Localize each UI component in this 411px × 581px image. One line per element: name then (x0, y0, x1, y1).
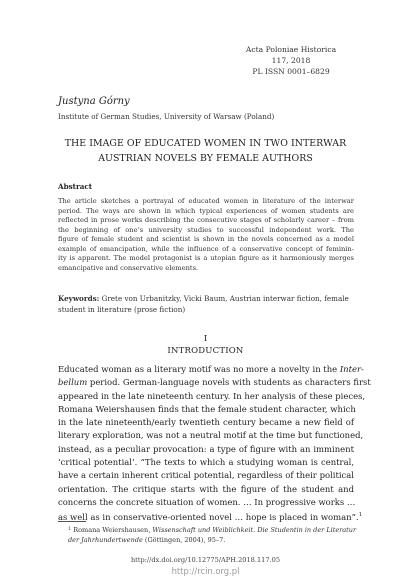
keywords (58, 293, 358, 315)
title-line: AUSTRIAN NOVELS BY FEMALE AUTHORS (98, 153, 313, 164)
body-text-span: as well as in conservative-oriented novel … hope is placed in woman”. (58, 512, 359, 523)
body-italic-span: Inter- (339, 364, 364, 374)
footnote-number: 1 (68, 526, 72, 532)
abstract-line: reflected in prose works describing the consecutive stages of scholarly career – from (58, 216, 354, 225)
article-title (40, 136, 371, 166)
footnote-marker[interactable]: 1 (358, 512, 363, 519)
watermark: http://rcin.org.pl (171, 566, 240, 576)
footnote-author: Romana Weiershausen, (71, 526, 153, 534)
abstract-line: ity is apparent. The model protagonist is a utopian figure as it harmoniously merges (58, 254, 354, 263)
keywords-label: Keywords: (58, 294, 100, 303)
footnote-rule (58, 521, 86, 522)
footnote (68, 525, 358, 545)
footnote-line (68, 536, 358, 546)
journal-name: Acta Poloniae Historica (245, 45, 337, 54)
keywords-line (58, 293, 358, 304)
footnote-line (68, 525, 358, 536)
body-text-span: Educated woman as a literary motif was no more a novelty in the (58, 364, 340, 374)
body-line (58, 509, 363, 524)
abstract-text (58, 197, 354, 273)
section-number: I (203, 334, 208, 344)
body-line: ‘critical potential’. “The texts to which a studying woman is central, (58, 457, 354, 468)
abstract-line: emancipative and conservative elements. (58, 263, 199, 272)
title-line: THE IMAGE OF EDUCATED WOMEN IN TWO INTERWAR (64, 138, 347, 149)
author-affiliation: Institute of German Studies, University of Warsaw (Poland) (58, 112, 275, 121)
body-line: instead, as a peculiar provocation: a type of figure with an imminent (58, 443, 354, 454)
abstract-line: figure of female student and scientist is shown in the novels concerned as a model (58, 235, 354, 244)
body-line: in the late nineteenth/early twentieth century became a new field of (58, 417, 354, 428)
footnote-rest: (Göttingen, 2004), 95–7. (142, 535, 226, 544)
abstract-line: example of emancipation, while the influence of a conservative concept of feminin- (58, 244, 354, 253)
body-line: orientation. The critique starts with the figure of the student and (58, 483, 354, 494)
journal-info (221, 44, 361, 78)
body-line (58, 363, 364, 376)
journal-issue: 117, 2018 (271, 56, 311, 66)
body-line: appeared in the late nineteenth century. In her analysis of these pieces, (58, 390, 366, 401)
section-title: INTRODUCTION (167, 346, 244, 356)
body-italic-span: bellum (58, 377, 88, 388)
body-line: Romana Weiershausen finds that the female student character, which (58, 403, 356, 414)
body-text-span: period. German-language novels with students as characters first (87, 377, 371, 388)
abstract-line: the beginning of one’s university studies to successful independent work. The (58, 225, 354, 234)
doi-link[interactable]: http://dx.doi.org/10.12775/APH.2018.117.05 (130, 556, 281, 564)
footnote-title: Wissenschaft und Weiblichkeit. Die Studentin in der Literatur (152, 526, 357, 534)
footnote-title: der Jahrhundertwende (68, 535, 143, 544)
journal-issn: PL ISSN 0001–6829 (252, 67, 330, 77)
keywords-text: Grete von Urbanitzky, Vicki Baum, Austrian interwar fiction, female (99, 294, 349, 303)
body-line (58, 376, 371, 389)
abstract-heading: Abstract (58, 182, 93, 191)
abstract-line: period. The ways are shown in which typical experiences of women students are (58, 206, 354, 215)
body-line: concerns the concrete situation of women. … In progressive works … (58, 496, 356, 507)
body-text (58, 363, 371, 525)
body-line: literary exploration, was not a neutral motif at the time but functioned, (58, 430, 364, 441)
keywords-line: student in literature (prose fiction) (58, 305, 186, 314)
abstract-line: The article sketches a portrayal of educated women in literature of the interwar (58, 197, 354, 205)
author-name: Justyna Górny (58, 96, 130, 107)
body-line: have a certain inherent critical potential, regardless of their political (58, 470, 354, 481)
